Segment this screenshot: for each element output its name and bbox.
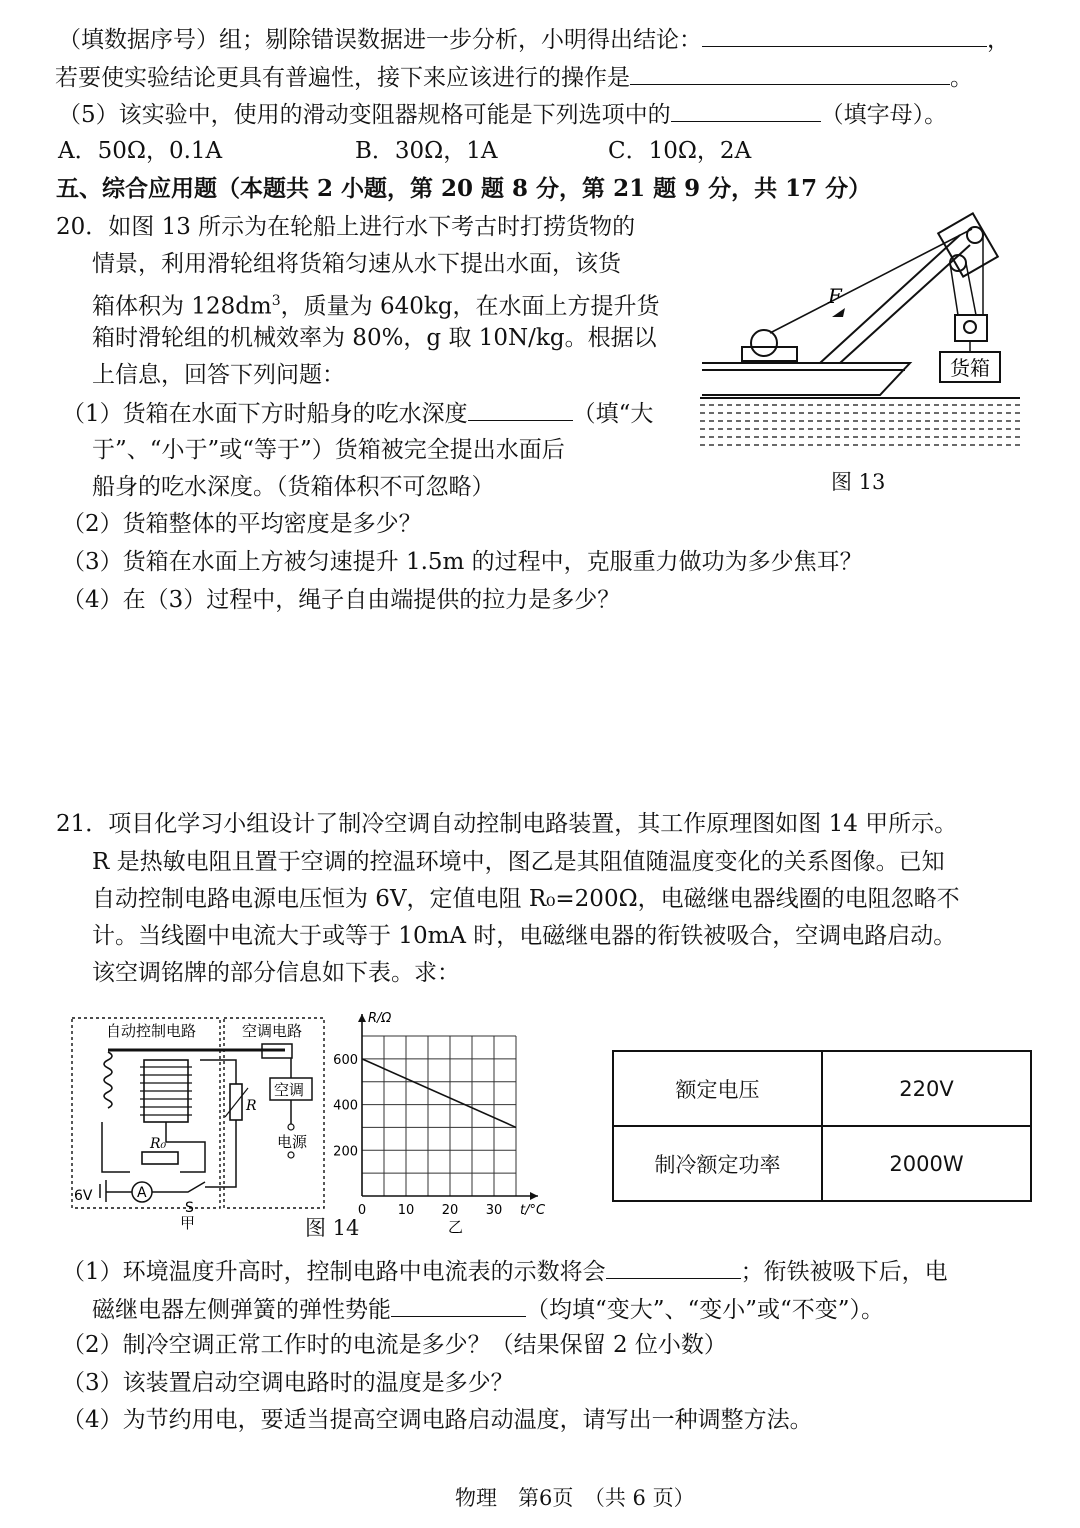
ac-label: 空调电路 (242, 1022, 303, 1040)
answer-blank[interactable] (671, 97, 821, 122)
table-row (613, 1051, 1031, 1126)
ac-unit-label: 空调 (274, 1081, 305, 1099)
q21-line4: 计。当线圈中电流大于或等于 10mA 时，电磁继电器的衔铁被吸合，空调电路启动。 (92, 923, 957, 949)
switch-label: S (185, 1200, 194, 1216)
figure-13 (700, 205, 1020, 475)
section-title: 五、综合应用题（本题共 2 小题，第 20 题 8 分，第 21 题 9 分，共 17 分） (56, 175, 872, 202)
q20-s1-cont: 于”、“小于”或“等于”）货箱被完全提出水面后 (92, 437, 565, 463)
force-label: F (828, 284, 842, 308)
q20-s2: （2）货箱整体的平均密度是多少？ (62, 511, 422, 537)
auto-circuit-frame (72, 1018, 220, 1208)
cargo-label: 货箱 (950, 356, 990, 380)
text: 若要使实验结论更具有普遍性，接下来应该进行的操作是 (55, 65, 630, 91)
r-label: R (246, 1098, 257, 1114)
q21-line5: 该空调铭牌的部分信息如下表。求： (92, 960, 460, 986)
text: （5）该实验中，使用的滑动变阻器规格可能是下列选项中的 (58, 102, 671, 128)
opt-c: C．10Ω，2A (608, 138, 752, 164)
text: ；衔铁被吸下后，电 (740, 1259, 948, 1285)
spec-table (612, 1050, 1032, 1202)
auto-label: 自动控制电路 (106, 1022, 197, 1040)
x-tick-label: 10 (397, 1203, 415, 1218)
spring (104, 1052, 112, 1108)
rt-chart (330, 1008, 580, 1238)
text: （均填“变大”、“变小”或“不变”）。 (526, 1297, 885, 1323)
x-tick-label: 0 (357, 1203, 367, 1218)
movable-pulley (955, 315, 987, 341)
answer-blank[interactable] (702, 22, 987, 47)
prev-q-line1 (58, 22, 1010, 56)
text: （填“大 (572, 401, 654, 427)
r0-label: R₀ (150, 1136, 167, 1152)
text: （填字母）。 (820, 102, 948, 128)
switch (152, 1182, 205, 1192)
crane-head (938, 213, 998, 276)
x-axis-arrow (530, 1192, 538, 1200)
q21-s1 (62, 1254, 948, 1288)
power-label: 电源 (277, 1133, 308, 1151)
q20-s4: （4）在（3）过程中，绳子自由端提供的拉力是多少？ (62, 587, 621, 613)
table-cell-label: 额定电压 (613, 1051, 822, 1126)
text: （填数据序号）组；剔除错误数据进一步分析，小明得出结论： (58, 27, 702, 53)
answer-blank[interactable] (468, 396, 573, 421)
pulley-top (967, 227, 983, 243)
text: 磁继电器左侧弹簧的弹性势能 (92, 1297, 391, 1323)
text: 箱体积为 128dm (92, 293, 272, 320)
q21-s1-cont (92, 1292, 884, 1326)
prev-q-line2 (55, 60, 973, 94)
y-tick-label: 200 (333, 1144, 358, 1160)
q20-line2: 情景，利用滑轮组将货箱匀速从水下提出水面，该货 (92, 251, 621, 277)
chart-sub-caption: 乙 (448, 1218, 464, 1236)
y-tick-label: 600 (333, 1052, 358, 1068)
q20-line3 (92, 285, 660, 323)
q21-line3: 自动控制电路电源电压恒为 6V，定值电阻 R₀=200Ω，电磁继电器线圈的电阻忽略不 (92, 886, 960, 912)
q5-line (58, 97, 947, 131)
text: ， (987, 27, 1010, 53)
ship-hull (702, 363, 910, 395)
q21-line2: R 是热敏电阻且置于空调的控温环境中，图乙是其阻值随温度变化的关系图像。已知 (92, 849, 945, 875)
q20-s3: （3）货箱在水面上方被匀速提升 1.5m 的过程中，克服重力做功为多少焦耳？ (62, 549, 863, 575)
text: 。 (950, 65, 973, 91)
voltage-label: 6V (74, 1188, 93, 1204)
force-arrow (832, 308, 845, 317)
q20-s1 (62, 396, 653, 430)
table-cell-label: 制冷额定功率 (613, 1126, 822, 1201)
figure-14-caption: 图 14 (305, 1216, 360, 1240)
ammeter-label: A (137, 1185, 147, 1201)
table-cell-value: 220V (822, 1051, 1031, 1126)
circuit-sub-caption: 甲 (180, 1214, 196, 1232)
series-line (362, 1059, 516, 1128)
water (700, 405, 1020, 445)
superscript: 3 (271, 293, 281, 309)
winch-drum (751, 330, 777, 356)
text: （1）环境温度升高时，控制电路中电流表的示数将会 (62, 1259, 606, 1285)
answer-blank[interactable] (606, 1254, 741, 1279)
text: ，质量为 640kg，在水面上方提升货 (280, 293, 660, 320)
table-cell-value: 2000W (822, 1126, 1031, 1201)
q21-line1: 21．项目化学习小组设计了制冷空调自动控制电路装置，其工作原理图如图 14 甲所示。 (56, 811, 958, 837)
opt-b: B．30Ω，1A (355, 138, 498, 164)
q20-line1: 20．如图 13 所示为在轮船上进行水下考古时打捞货物的 (56, 214, 636, 240)
answer-blank[interactable] (630, 60, 950, 85)
r0-resistor (142, 1152, 178, 1164)
y-axis-arrow (358, 1014, 366, 1022)
q21-s3: （3）该装置启动空调电路时的温度是多少？ (62, 1370, 514, 1396)
q20-line4: 箱时滑轮组的机械效率为 80%，g 取 10N/kg。根据以 (92, 325, 657, 351)
y-axis-label: R/Ω (368, 1011, 392, 1026)
table-row (613, 1126, 1031, 1201)
thermistor (230, 1084, 242, 1120)
page-footer: 物理 第6页 （共 6 页） (455, 1486, 695, 1510)
y-tick-label: 400 (333, 1098, 358, 1114)
x-axis-label: t/°C (520, 1203, 546, 1218)
q21-s2: （2）制冷空调正常工作时的电流是多少？（结果保留 2 位小数） (62, 1332, 727, 1358)
circuit-diagram (70, 1012, 330, 1234)
q21-s4: （4）为节约用电，要适当提高空调电路启动温度，请写出一种调整方法。 (62, 1407, 813, 1433)
q20-s1-cont2: 船身的吃水深度。（货箱体积不可忽略） (92, 474, 495, 500)
answer-blank[interactable] (391, 1292, 526, 1317)
x-tick-label: 30 (485, 1203, 503, 1218)
text: （1）货箱在水面下方时船身的吃水深度 (62, 401, 468, 427)
x-tick-label: 20 (441, 1203, 459, 1218)
figure-13-caption: 图 13 (831, 470, 886, 494)
opt-a: A．50Ω，0.1A (58, 138, 223, 164)
q20-line5: 上信息，回答下列问题： (92, 362, 345, 388)
